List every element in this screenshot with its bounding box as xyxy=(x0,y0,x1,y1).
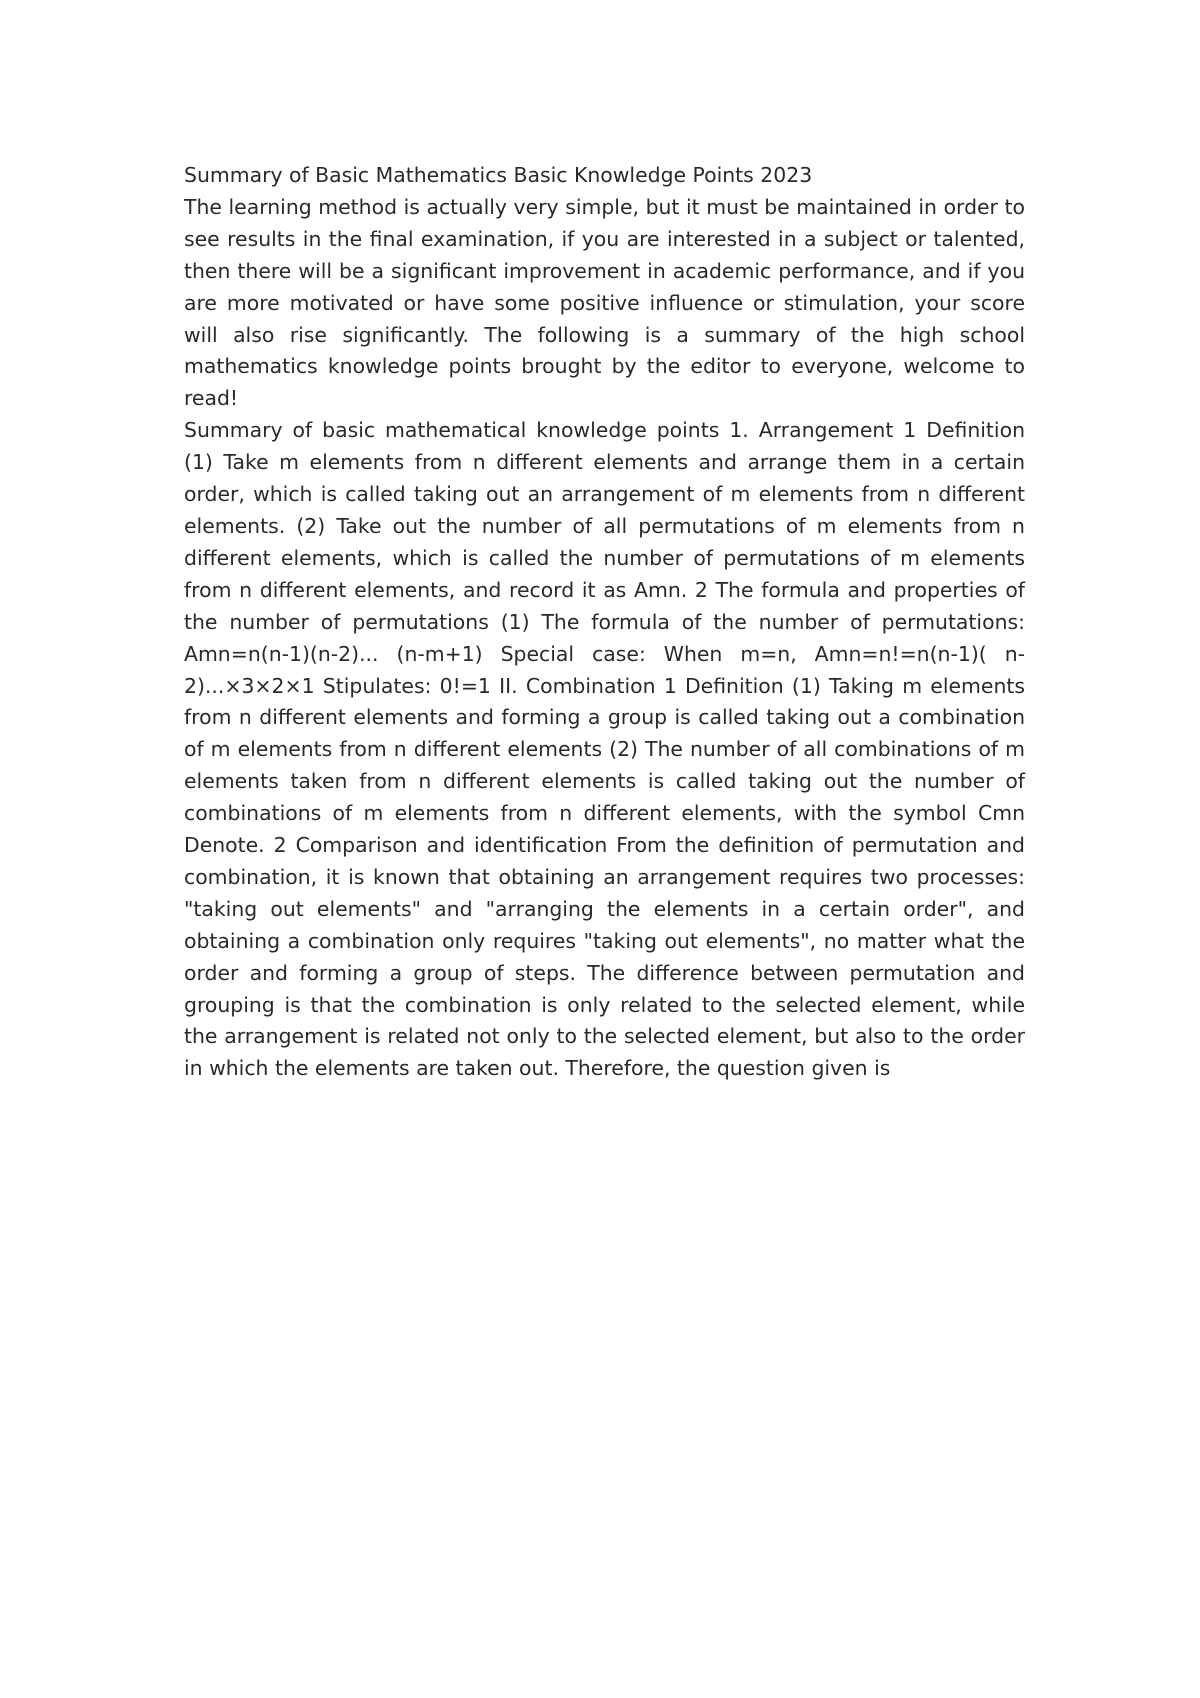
intro-paragraph: The learning method is actually very simple, but it must be maintained in order to see results in the final examination, if you are interested in a subject or talented, then there will be a significant improvement in academic performance, and if you are more motivated or have some positive influence or stimulation, your score will also rise significantly. The following is a summary of the high school mathematics knowledge points brought by the editor to everyone, welcome to read! xyxy=(184,194,1025,411)
knowledge-points-paragraph: Summary of basic mathematical knowledge points 1. Arrangement 1 Definition (1) Take m elements from n different elements and arrange them in a certain order, which is called taking out an arrangement of m elements from n different elements. (2) Take out the number of all permutations of m elements from n different elements, which is called the number of permutations of m elements from n different elements, and record it as Amn. 2 The formula and properties of the number of permutations (1) The formula of the number of permutations: Amn=n(n-1)(n-2)... (n-m+1) Special case: When m=n, Amn=n!=n(n-1)( n-2)...×3×2×1 Stipulates: 0!=1 II. Combination 1 Definition (1) Taking m elements from n different elements and forming a group is called taking out a combination of m elements from n different elements (2) The number of all combinations of m elements taken from n different elements is called taking out the number of combinations of m elements from n different elements, with the symbol Cmn Denote. 2 Comparison and identification From the definition of permutation and combination, it is known that obtaining an arrangement requires two processes: "taking out elements" and "arranging the elements in a certain order", and obtaining a combination only requires "taking out elements", no matter what the order and forming a group of steps. The difference between permutation and grouping is that the combination is only related to the selected element, while the arrangement is related not only to the selected element, but also to the order in which the elements are taken out. Therefore, the question given is xyxy=(184,418,1025,1081)
document-title: Summary of Basic Mathematics Basic Knowledge Points 2023 xyxy=(184,163,813,187)
document-body xyxy=(184,160,1025,1085)
